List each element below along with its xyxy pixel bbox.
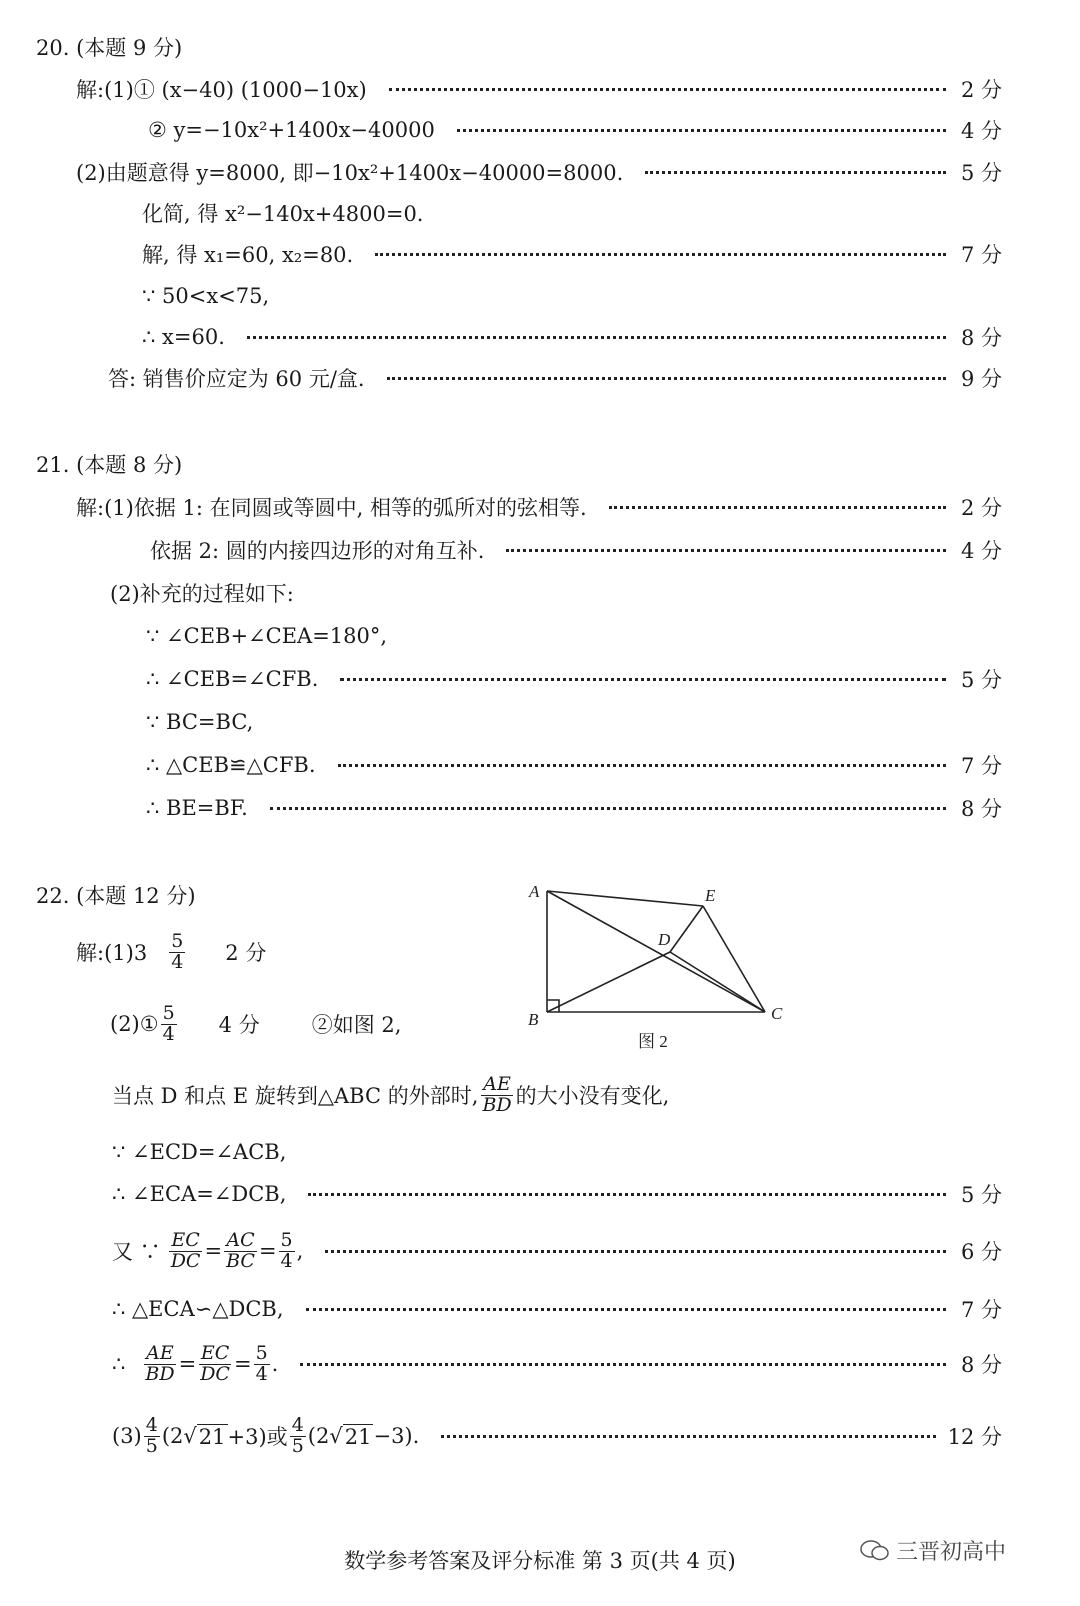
q20-line-3: (2)由题意得 y=8000, 即−10x²+1400x−40000=8000. 5 分 xyxy=(76,161,1002,185)
segment-dc xyxy=(670,952,765,1012)
q22-line-ecd: ∵ ∠ECD=∠ACB, xyxy=(112,1140,287,1164)
wechat-icon xyxy=(860,1538,890,1564)
q20-line-6: ∵ 50<x<75, xyxy=(142,284,270,308)
q21-line-7: ∴ △CEB≌△CFB. 7 分 xyxy=(146,753,1002,778)
figure-2 xyxy=(520,875,810,1060)
q21-line-5: ∴ ∠CEB=∠CFB. 5 分 xyxy=(146,667,1002,692)
segment-ed xyxy=(670,906,703,952)
label-d: D xyxy=(658,930,671,949)
q22-outside-line: 当点 D 和点 E 旋转到△ABC 的外部时, $\frac{AE}{BD}$ 的大小没有变化, xyxy=(112,1072,670,1116)
segment-ec xyxy=(703,906,765,1012)
frac-5-4: $\frac{5}{4}$ xyxy=(162,1001,175,1045)
q21-line-1: 解:(1)依据 1: 在同圆或等圆中, 相等的弧所对的弦相等. 2 分 xyxy=(76,496,1002,520)
q21-line-4: ∵ ∠CEB+∠CEA=180°, xyxy=(146,624,388,648)
q20-heading: 20. (本题 9 分) xyxy=(36,36,183,60)
q22-line-sim: ∴ △ECA∽△DCB, 7 分 xyxy=(112,1297,1002,1322)
label-a: A xyxy=(529,882,540,901)
frac-ae-bd: $\frac{AE}{BD}$ xyxy=(482,1072,512,1116)
q20-line-5: 解, 得 x₁=60, x₂=80. 7 分 xyxy=(142,243,1002,267)
q22-part3: (3) $\frac{4}{5}$ (2 √ 21 +3)或 $\frac{4}{5}$ (2 √ 21 −3). 12 分 xyxy=(112,1413,1002,1457)
q20-line-8: 答: 销售价应定为 60 元/盒. 9 分 xyxy=(108,367,1002,391)
q21-line-2: 依据 2: 圆的内接四边形的对角互补. 4 分 xyxy=(150,539,1002,563)
q21-line-8: ∴ BE=BF. 8 分 xyxy=(146,796,1002,821)
q22-part2: (2)① $\frac{5}{4}$ 4 分 ②如图 2, xyxy=(110,1001,402,1045)
q20-line-4: 化简, 得 x²−140x+4800=0. xyxy=(142,202,424,226)
q22-line-eca: ∴ ∠ECA=∠DCB, 5 分 xyxy=(112,1182,1002,1207)
label-b: B xyxy=(528,1010,539,1029)
segment-bd xyxy=(547,952,670,1012)
q20-line-1: 解:(1)① (x−40) (1000−10x) 2 分 xyxy=(76,78,1002,102)
segment-ac xyxy=(547,891,765,1012)
label-c: C xyxy=(771,1004,783,1023)
q22-part1: 解:(1)3 $\frac{5}{4}$ 2 分 xyxy=(76,929,267,973)
q21-heading: 21. (本题 8 分) xyxy=(36,453,183,477)
watermark: 三晋初高中 xyxy=(860,1535,1006,1566)
page-footer: 数学参考答案及评分标准 第 3 页(共 4 页) xyxy=(344,1549,736,1573)
q22-line-so: ∴ $\frac{AE}{BD}$ = $\frac{EC}{DC}$ = $\frac{5}{4}$ . 8 分 xyxy=(112,1341,1002,1385)
q21-line-3: (2)补充的过程如下: xyxy=(110,582,294,606)
label-e: E xyxy=(705,886,716,905)
frac-5-4: $\frac{5}{4}$ xyxy=(171,929,184,973)
q20-line-7: ∴ x=60. 8 分 xyxy=(142,325,1002,350)
q22-line-you: 又 ∵ $\frac{EC}{DC}$ = $\frac{AC}{BC}$ = $\frac{5}{4}$ , 6 分 xyxy=(112,1228,1002,1272)
q20-line-2: ② y=−10x²+1400x−40000 4 分 xyxy=(148,118,1002,143)
figure-caption: 图 2 xyxy=(638,1032,668,1051)
q21-line-6: ∵ BC=BC, xyxy=(146,710,254,734)
q22-heading: 22. (本题 12 分) xyxy=(36,884,196,908)
right-angle-mark xyxy=(547,1000,559,1012)
